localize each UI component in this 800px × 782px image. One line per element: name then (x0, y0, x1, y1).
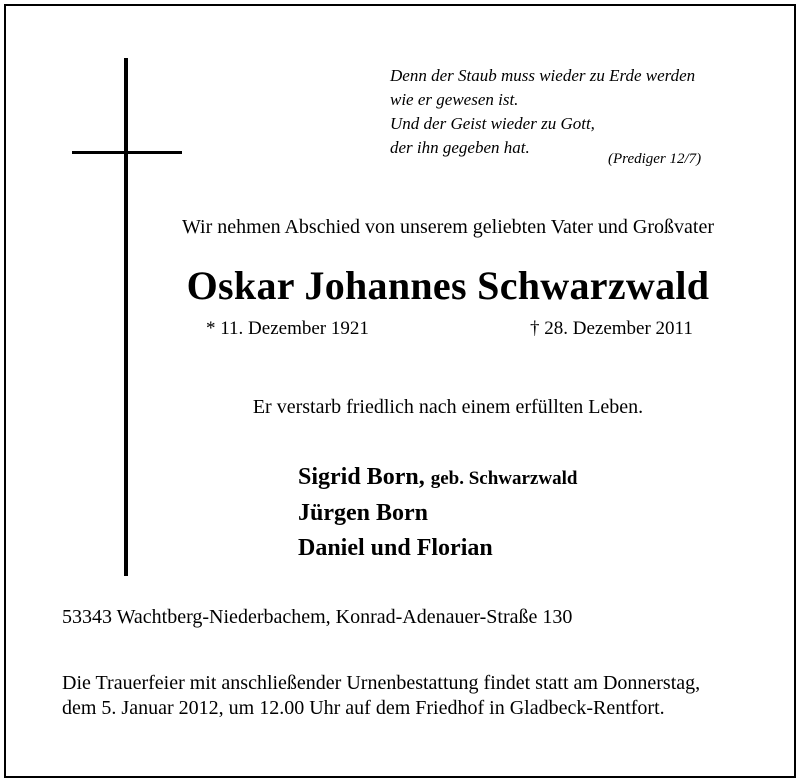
quote-source: (Prediger 12/7) (608, 151, 702, 167)
death-date: † 28. Dezember 2011 (530, 318, 693, 339)
mourner-item (298, 531, 577, 566)
mourner-maiden-name: geb. Schwarzwald (430, 468, 578, 489)
mourner-name: Sigrid Born, (298, 464, 425, 490)
funeral-notice (62, 671, 700, 721)
deceased-name: Oskar Johannes Schwarzwald (186, 263, 710, 308)
mourner-item (298, 496, 577, 531)
quote-line: der ihn gegeben hat. (390, 138, 530, 157)
mourner-item (298, 460, 577, 496)
mourner-name: Jürgen Born (298, 500, 429, 526)
family-address: 53343 Wachtberg-Niederbachem, Konrad-Adenauer-Straße 130 (62, 606, 573, 628)
bible-quote (390, 64, 695, 160)
mourners-list (298, 460, 577, 566)
statement-text: Er verstarb friedlich nach einem erfüllten Leben. (252, 396, 644, 418)
mourner-name: Daniel und Florian (298, 535, 493, 561)
quote-line: wie er gewesen ist. (390, 90, 519, 109)
intro-text: Wir nehmen Abschied von unserem geliebten Vater und Großvater (181, 216, 714, 238)
cross-vertical-bar (124, 58, 128, 576)
funeral-notice-line: Die Trauerfeier mit anschließender Urnenbestattung findet statt am Donnerstag, (62, 672, 701, 694)
funeral-notice-line: dem 5. Januar 2012, um 12.00 Uhr auf dem Friedhof in Gladbeck-Rentfort. (62, 697, 665, 719)
cross-horizontal-bar (72, 151, 182, 154)
birth-date: * 11. Dezember 1921 (206, 318, 369, 339)
quote-line: Und der Geist wieder zu Gott, (390, 114, 595, 133)
quote-line: Denn der Staub muss wieder zu Erde werden (390, 66, 696, 85)
